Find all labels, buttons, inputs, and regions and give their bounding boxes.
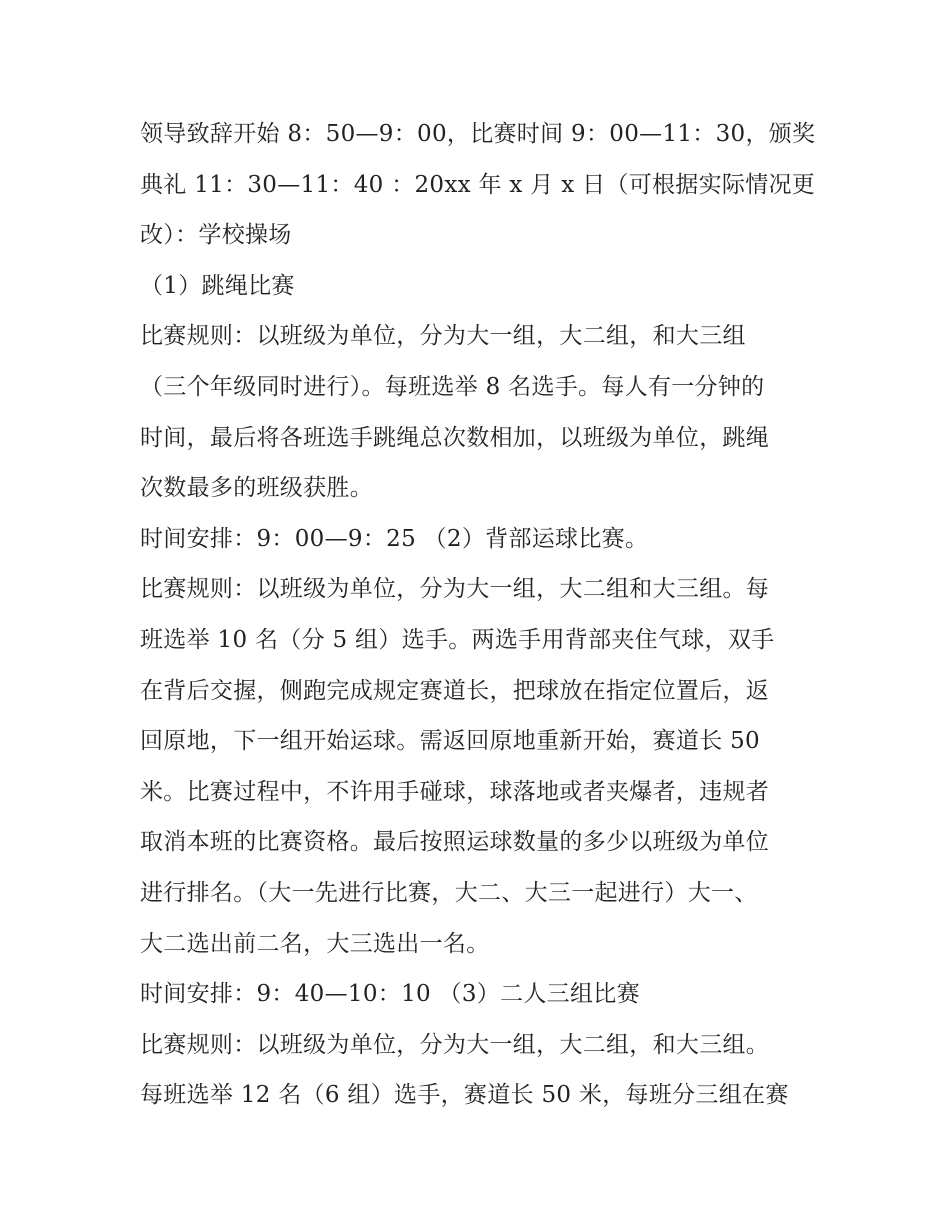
text-line: 比赛规则：以班级为单位，分为大一组，大二组和大三组。每 xyxy=(140,576,770,603)
text-line: 大二选出前二名，大三选出一名。 xyxy=(140,930,490,957)
text-line: （三个年级同时进行）。每班选举 8 名选手。每人有一分钟的 xyxy=(140,373,765,400)
section-heading-jump-rope: （1）跳绳比赛 xyxy=(140,272,295,299)
text-line: 典礼 11：30—11：40 ：20xx 年 x 月 x 日（可根据实际情况更 xyxy=(140,171,816,198)
text-line: 时间，最后将各班选手跳绳总次数相加，以班级为单位，跳绳 xyxy=(140,424,770,451)
document-body xyxy=(140,109,820,1121)
text-line: 班选举 10 名（分 5 组）选手。两选手用背部夹住气球，双手 xyxy=(140,626,775,653)
text-line: 回原地，下一组开始运球。需返回原地重新开始，赛道长 50 xyxy=(140,728,760,755)
text-line: 改）：学校操场 xyxy=(140,222,292,249)
text-line: 米。比赛过程中，不许用手碰球，球落地或者夹爆者，违规者 xyxy=(140,778,770,805)
text-line: 比赛规则：以班级为单位，分为大一组，大二组，和大三组。 xyxy=(140,1031,770,1058)
text-line: 次数最多的班级获胜。 xyxy=(140,475,373,502)
schedule-line: 时间安排：9：40—10：10 （3）二人三组比赛 xyxy=(140,981,640,1008)
schedule-line: 时间安排：9：00—9：25 （2）背部运球比赛。 xyxy=(140,525,649,552)
text-line: 领导致辞开始 8：50—9：00，比赛时间 9：00—11：30，颁奖 xyxy=(140,121,816,147)
text-line: 进行排名。（大一先进行比赛，大二、大三一起进行）大一、 xyxy=(140,879,758,906)
text-line: 每班选举 12 名（6 组）选手，赛道长 50 米，每班分三组在赛 xyxy=(140,1082,789,1109)
text-line: 在背后交握，侧跑完成规定赛道长，把球放在指定位置后，返 xyxy=(140,677,770,704)
text-line: 取消本班的比赛资格。最后按照运球数量的多少以班级为单位 xyxy=(140,829,770,856)
text-line: 比赛规则：以班级为单位，分为大一组，大二组，和大三组 xyxy=(140,323,746,350)
